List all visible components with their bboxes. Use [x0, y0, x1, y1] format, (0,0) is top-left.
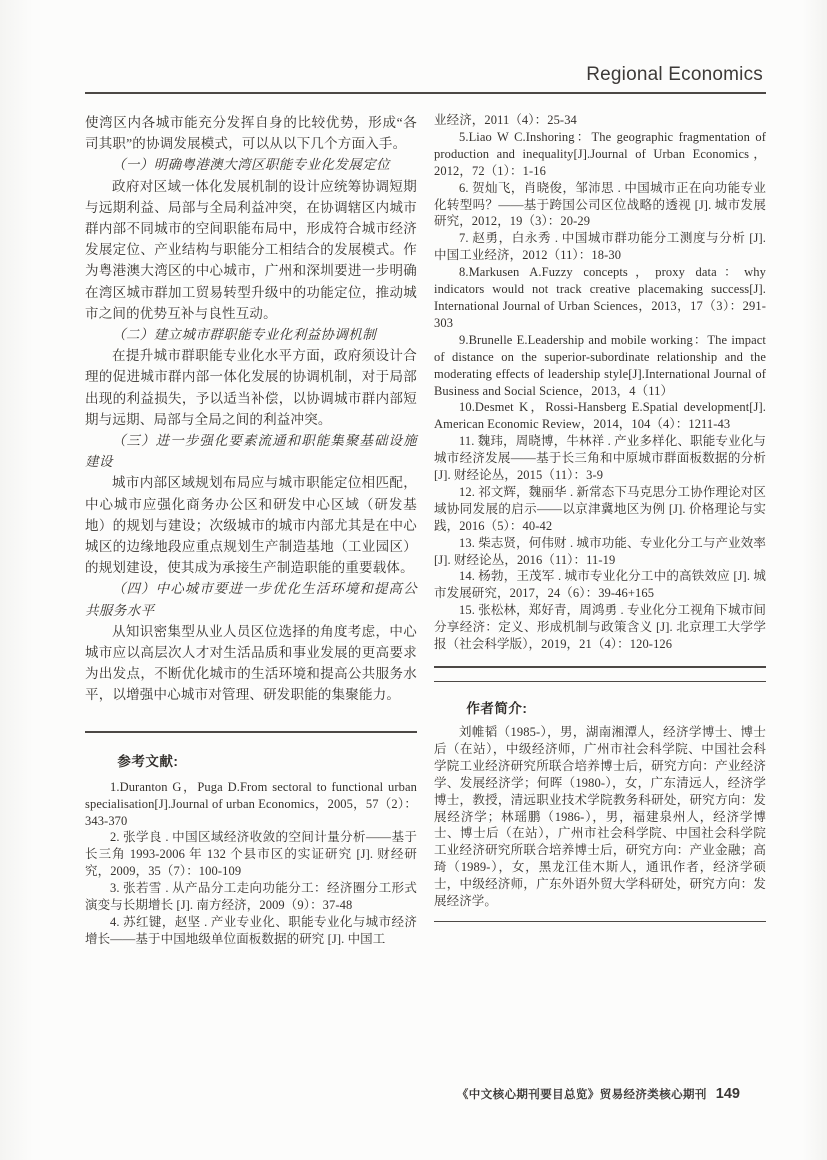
reference-item: 1.Duranton G，Puga D.From sectoral to functional urban specialisation[J].Journal of urban Economics，2005，57（2）：343-370 [85, 779, 417, 828]
reference-item: 7. 赵勇，白永秀 . 中国城市群功能分工测度与分析 [J]. 中国工业经济，2012（11）：18-30 [434, 231, 766, 263]
reference-item-continuation: 业经济，2011（4）：25-34 [434, 113, 577, 127]
reference-item: 9.Brunelle E.Leadership and mobile working：The impact of distance on the superior-subordinate relationship and the moderating effects of leadership style[J].International Journal of Business and Social Science，2013，4（11） [434, 332, 766, 398]
reference-item: 6. 贺灿飞，肖晓俊，邹沛思 . 中国城市正在向功能专业化转型吗？——基于跨国公司区位战略的透视 [J]. 城市发展研究，2012，19（3）：20-29 [434, 180, 766, 229]
author-bio-divider-rule-bottom [434, 681, 766, 683]
author-bio-heading: 作者简介: [466, 701, 528, 716]
journal-index-note: 《中文核心期刊要目总览》贸易经济类核心期刊 [456, 1089, 707, 1101]
reference-item: 13. 柴志贤，何伟财 . 城市功能、专业化分工与产业效率 [J]. 财经论丛，2016（11）：11-19 [434, 535, 766, 567]
author-bio-closing-rule [434, 921, 766, 923]
author-bio-divider-rule-top [434, 666, 766, 668]
reference-item: 2. 张学良 . 中国区域经济收敛的空间计量分析——基于长三角 1993-2006 年 132 个县市区的实证研究 [J]. 财经研究，2009，35（7）：100-109 [85, 830, 417, 879]
subheading-2: （二）建立城市群职能专业化利益协调机制 [112, 327, 377, 343]
reference-item: 4. 苏红键，赵坚 . 产业专业化、职能专业化与城市经济增长——基于中国地级单位面板数据的研究 [J]. 中国工 [85, 914, 417, 946]
references-heading: 参考文献: [117, 753, 179, 769]
reference-item: 14. 杨勃，王茂军 . 城市专业化分工中的高铁效应 [J]. 城市发展研究，2017，24（6）：39-46+165 [434, 569, 766, 601]
page-footer [457, 1086, 740, 1102]
body-paragraph: 城市内部区域规划布局应与城市职能定位相匹配，中心城市应强化商务办公区和研发中心区域（研发基地）的规划与建设；次级城市的城市内部尤其是在中心城区的边缘地段应重点规划生产制造基地（工业园区）的规划建设，使其成为承接生产制造职能的重要载体。 [85, 475, 417, 576]
reference-item: 12. 祁文辉，魏丽华 . 新常态下马克思分工协作理论对区域协同发展的启示——以京津冀地区为例 [J]. 价格理论与实践，2016（5）：40-42 [434, 484, 766, 533]
subheading-1: （一）明确粤港澳大湾区职能专业化发展定位 [112, 157, 390, 173]
reference-item: 10.Desmet K，Rossi-Hansberg E.Spatial development[J]. American Economic Review，2014，104（4）：1211-43 [434, 400, 766, 432]
body-paragraph-continuation: 使湾区内各城市能充分发挥自身的比较优势，形成“各司其职”的协调发展模式，可以从以下几个方面入手。 [85, 115, 417, 152]
reference-item: 5.Liao W C.Inshoring：The geographic fragmentation of production and inequality[J].Journal of Urban Economics，2012，72（1）：1-16 [434, 129, 766, 178]
page-number: 149 [715, 1086, 740, 1102]
references-list [85, 779, 417, 948]
author-bio-text: 刘帷韬（1985-），男，湖南湘潭人，经济学博士、博士后（在站），中级经济师，广州市社会科学院、中国社会科学院工业经济研究所联合培养博士后，研究方向：产业经济学、发展经济学；何晖（1980-），女，广东清远人，经济学博士，教授，清远职业技术学院教务科研处，研究方向：发展经济学；林瑶鹏（1986-），男，福建泉州人，经济学博士、博士后（在站），广州市社会科学院、中国社会科学院工业经济研究所联合培养博士后，研究方向：产业金融；高琦（1989-），女，黑龙江佳木斯人，通讯作者，经济学硕士，中级经济师，广东外语外贸大学科研处，研究方向：发展经济学。 [434, 725, 766, 909]
right-column [434, 112, 766, 922]
reference-item: 15. 张松林，郑好青，周鸿勇 . 专业化分工视角下城市间分享经济：定义、形成机制与政策含义 [J]. 北京理工大学学报（社会科学版），2019，21（4）：120-126 [434, 603, 766, 652]
running-head: Regional Economics [586, 64, 763, 85]
body-paragraph: 在提升城市群职能专业化水平方面，政府须设计合理的促进城市群内部一体化发展的协调机制，对于局部出现的利益损失，予以适当补偿，以协调城市群内部短期与远期、局部与全局之间的利益冲突。 [85, 348, 417, 427]
header-rule [85, 92, 766, 94]
reference-item: 8.Markusen A.Fuzzy concepts，proxy data：why indicators would not track creative placemaking success[J]. International Journal of Urban Sciences，2013，17（3）：291-303 [434, 265, 766, 330]
left-column [85, 112, 417, 948]
references-divider-rule [85, 731, 417, 733]
reference-item: 11. 魏玮，周晓博，牛林祥 . 产业多样化、职能专业化与城市经济发展——基于长三角和中原城市群面板数据的分析 [J]. 财经论丛，2015（11）：3-9 [434, 434, 766, 483]
subheading-4: （四）中心城市要进一步优化生活环境和提高公共服务水平 [85, 581, 417, 618]
subheading-3: （三）进一步强化要素流通和职能集聚基础设施建设 [85, 433, 417, 470]
reference-item: 3. 张若雪 . 从产品分工走向功能分工：经济圈分工形式演变与长期增长 [J]. 南方经济，2009（9）：37-48 [85, 881, 417, 913]
body-paragraph: 从知识密集型从业人员区位选择的角度考虑，中心城市应以高层次人才对生活品质和事业发展的更高要求为出发点，不断优化城市的生活环境和提高公共服务水平，以增强中心城市对管理、研发职能的集聚能力。 [85, 623, 417, 703]
body-paragraph: 政府对区域一体化发展机制的设计应统筹协调短期与远期利益、局部与全局利益冲突，在协调辖区内城市群内部不同城市的空间职能布局中，形成符合城市经济发展定位、产业结构与职能分工相结合的发展模式。作为粤港澳大湾区的中心城市，广州和深圳要进一步明确在湾区城市群加工贸易转型升级中的功能定位，推动城市之间的优势互补与良性互动。 [85, 178, 417, 321]
